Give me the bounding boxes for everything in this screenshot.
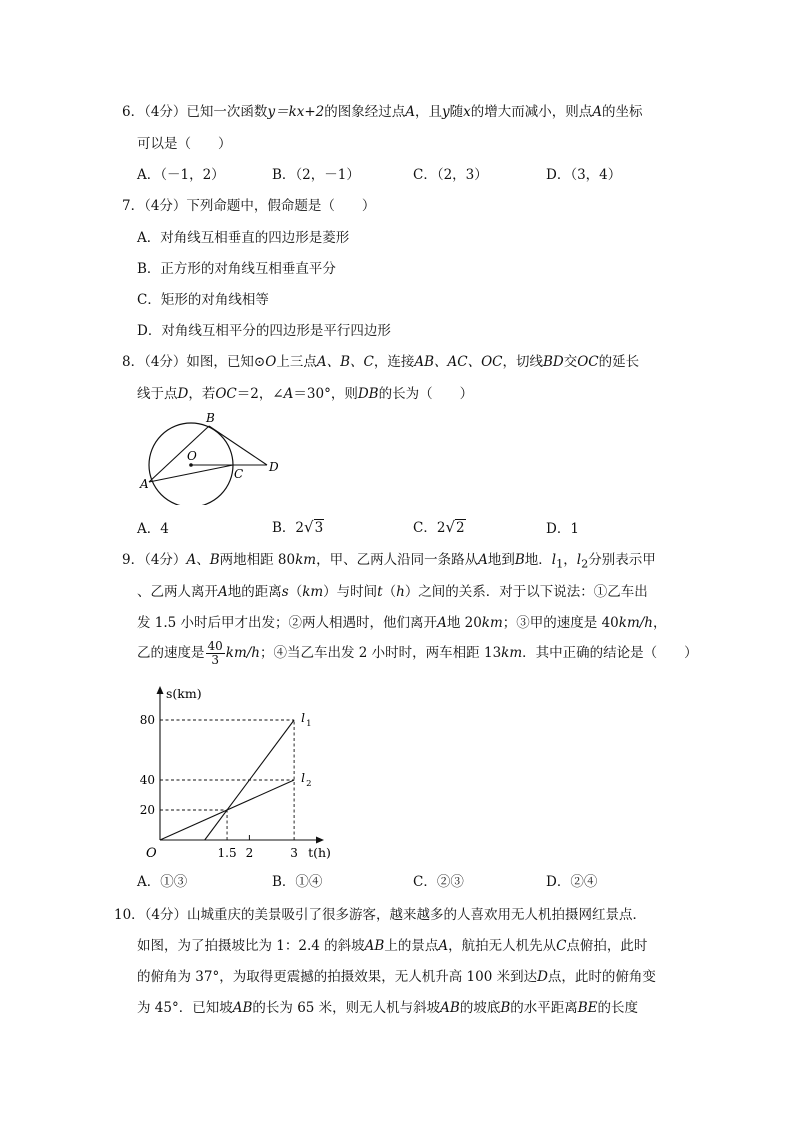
- series-label-sub-l1: 1: [306, 719, 312, 729]
- q8-option-d: D．1: [546, 521, 579, 537]
- q6-option-b: B．（2，－1）: [272, 167, 360, 183]
- segment-ac: [149, 465, 233, 482]
- q8-option-b: B．2√3: [272, 518, 324, 536]
- label-o: O: [187, 449, 197, 463]
- x-axis-arrow: [316, 837, 324, 844]
- q8-circle-figure: [136, 410, 296, 505]
- y-tick-label: 20: [139, 803, 155, 817]
- origin-label: O: [146, 846, 157, 861]
- series-line-l1: [205, 720, 294, 840]
- tangent-bd: [209, 426, 267, 465]
- q9-stem-line2: 、乙两人离开A地的距离s（km）与时间t（h）之间的关系．对于以下说法：①乙车出: [137, 584, 648, 600]
- q7-option-b: B．正方形的对角线互相垂直平分: [137, 261, 336, 277]
- x-axis-label: t(h): [308, 845, 331, 860]
- y-axis-arrow: [157, 686, 164, 694]
- q7-option-a: A．对角线互相垂直的四边形是菱形: [137, 230, 350, 246]
- q9-option-d: D．②④: [546, 874, 598, 890]
- q7-stem: 7．（4分）下列命题中，假命题是（ ）: [122, 198, 376, 214]
- q9-stem-line1: 9．（4分）A、B两地相距 80km，甲、乙两人沿同一条路从A地到B地．$l_1$，$l_2$分别表示甲: [122, 552, 656, 571]
- q9-stem-line3: 发 1.5 小时后甲才出发；②两人相遇时，他们离开A地 20km；③甲的速度是 40km/h，: [137, 615, 667, 631]
- q9-option-a: A．①③: [137, 874, 188, 890]
- q9-distance-time-chart: [130, 680, 340, 865]
- segment-ab: [149, 426, 209, 482]
- q9-stem-line4: 乙的速度是 $\frac{40}{3}$ km/h；④当乙车出发 2 小时时，两车相距 13km．其中正确的结论是（ ）: [137, 639, 698, 667]
- series-label-l1: l: [301, 711, 305, 725]
- q10-stem-line3: 的俯角为 37°，为取得更震撼的拍摄效果，无人机升高 100 米到达D点，此时的俯角变: [137, 969, 656, 985]
- q8-option-a: A．4: [137, 521, 169, 537]
- series-label-l2: l: [301, 771, 305, 785]
- label-a: A: [140, 477, 149, 491]
- label-b: B: [206, 411, 215, 425]
- series-label-sub-l2: 2: [306, 779, 312, 789]
- q9-option-c: C．②③: [413, 874, 464, 890]
- q8-stem-line1: 8．（4分）如图，已知⊙O上三点A、B、C，连接AB、AC、OC，切线BD交OC的延长: [122, 354, 640, 370]
- y-tick-label: 80: [139, 713, 155, 727]
- q6-option-a: A．（－1，2）: [137, 167, 225, 183]
- x-tick-label: 2: [245, 846, 254, 860]
- label-d: D: [269, 460, 279, 474]
- q8-stem-line2: 线于点D，若OC＝2，∠A＝30°，则DB的长为（ ）: [137, 386, 474, 402]
- y-axis-label: s(km): [166, 686, 202, 701]
- q8-option-c: C．2√2: [413, 518, 465, 536]
- series-line-l2: [160, 780, 294, 840]
- x-tick-label: 1.5: [217, 846, 237, 860]
- q6-option-c: C．（2，3）: [413, 167, 488, 183]
- y-tick-label: 40: [139, 773, 155, 787]
- center-point-o: [189, 463, 193, 467]
- q10-stem-line1: 10．（4分）山城重庆的美景吸引了很多游客，越来越多的人喜欢用无人机拍摄网红景点．: [114, 907, 647, 923]
- q10-stem-line2: 如图，为了拍摄坡比为 1：2.4 的斜坡AB上的景点A，航拍无人机先从C点俯拍，此时: [137, 938, 648, 954]
- q6-option-d: D．（3，4）: [546, 167, 622, 183]
- label-c: C: [234, 467, 244, 481]
- q9-option-b: B．①④: [272, 874, 323, 890]
- q7-option-c: C．矩形的对角线相等: [137, 292, 269, 308]
- q10-stem-line4: 为 45°．已知坡AB的长为 65 米，则无人机与斜坡AB的坡底B的水平距离BE的长度: [137, 1000, 639, 1016]
- q6-stem-line1: 6．（4分）已知一次函数y＝kx+2的图象经过点A，且y随x的增大而减小，则点A的坐标: [122, 104, 643, 120]
- q6-stem-line2: 可以是（ ）: [137, 136, 232, 152]
- fraction-40-3: $\frac{40}{3}$: [207, 639, 223, 667]
- q7-option-d: D．对角线互相平分的四边形是平行四边形: [137, 323, 391, 339]
- x-tick-label: 3: [290, 846, 298, 860]
